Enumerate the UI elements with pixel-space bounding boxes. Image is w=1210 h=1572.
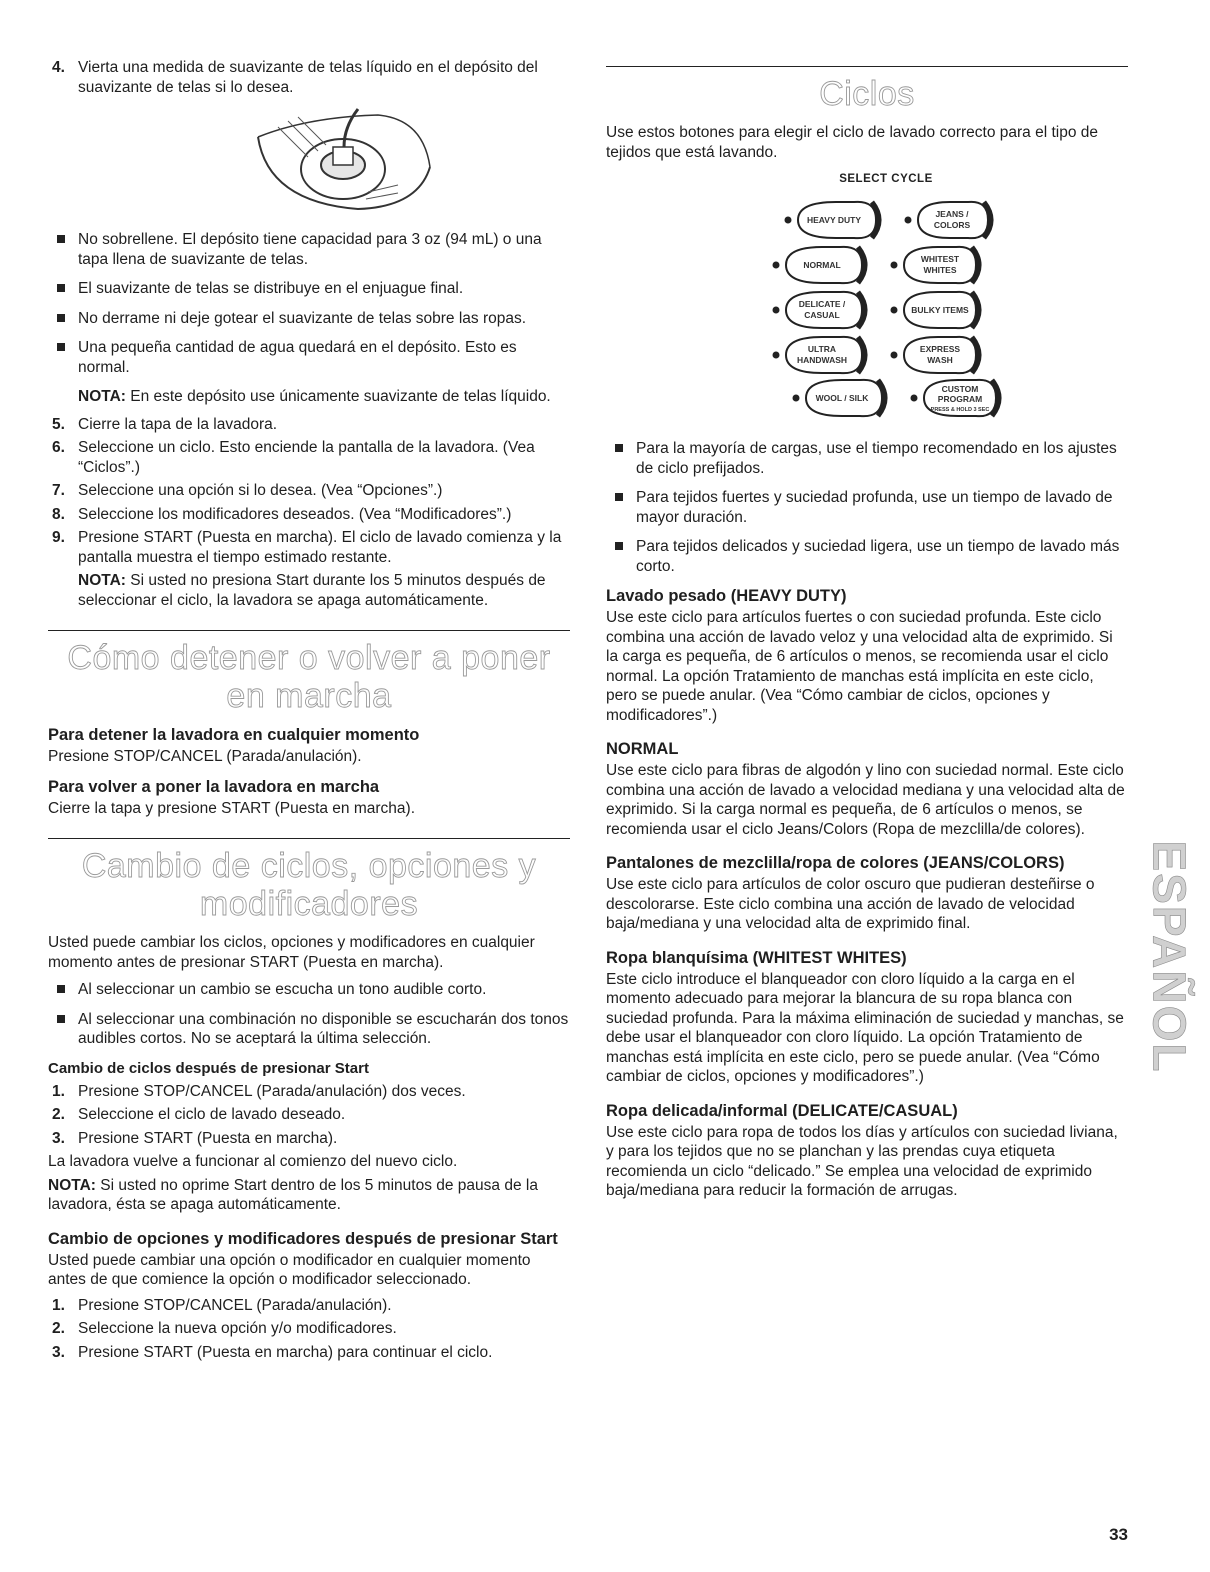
whitest-label-line1: WHITEST xyxy=(920,254,960,264)
ultra-handwash-button[interactable] xyxy=(773,337,866,373)
softener-bullets xyxy=(48,230,570,377)
section-divider xyxy=(48,630,570,631)
step-item: 7. Seleccione una opción si lo desea. (Vea “Opciones”.) xyxy=(52,482,443,499)
custom-label-line1: CUSTOM xyxy=(941,384,979,394)
step-item: 1. Presione STOP/CANCEL (Parada/anulación) dos veces. xyxy=(52,1082,466,1100)
express-label-line2: WASH xyxy=(927,355,953,365)
normal-label: NORMAL xyxy=(803,260,841,270)
select-cycle-panel xyxy=(736,170,1036,420)
heading-delicate-casual: Ropa delicada/informal (DELICATE/CASUAL) xyxy=(606,1101,958,1120)
bullet-item: No derrame ni deje gotear el suavizante de telas sobre las ropas. xyxy=(48,309,570,329)
bullet-item: El suavizante de telas se distribuye en el enjuague final. xyxy=(48,279,570,299)
bulky-label: BULKY ITEMS xyxy=(911,305,969,315)
page-number: 33 xyxy=(1109,1525,1128,1544)
bulky-items-button[interactable] xyxy=(891,292,980,328)
text-normal: Use este ciclo para fibras de algodón y lino con suciedad normal. Este ciclo combina una acción de lavado a velocidad mediana y una velocidad alta de exprimido. Si la carga normal es pequeña, de 6 artículos o menos, se recomienda usar el ciclo Jeans/Colors (Ropa de mezclilla/de colores). xyxy=(606,762,1125,838)
text-after-cycles: La lavadora vuelve a funcionar al comienzo del nuevo ciclo. xyxy=(48,1153,458,1170)
ultra-label-line1: ULTRA xyxy=(807,344,837,354)
heading-change-cycles: Cambio de ciclos después de presionar Start xyxy=(48,1059,369,1077)
express-label-line1: EXPRESS xyxy=(919,344,961,354)
select-cycle-heading: SELECT CYCLE xyxy=(839,173,933,185)
delicate-casual-button[interactable] xyxy=(773,292,866,328)
bullet-item: No sobrellene. El depósito tiene capacidad para 3 oz (94 mL) o una tapa llena de suavizante de telas. xyxy=(48,230,570,269)
bullet-item: Para la mayoría de cargas, use el tiempo recomendado en los ajustes de ciclo prefijados. xyxy=(606,439,1128,478)
cycle-time-bullets xyxy=(606,439,1128,576)
step-item: 5. Cierre la tapa de la lavadora. xyxy=(52,415,278,433)
change-intro: Usted puede cambiar los ciclos, opciones y modificadores en cualquier momento antes de presionar START (Puesta en marcha). xyxy=(48,934,535,971)
delicate-label-line1: DELICATE / xyxy=(798,299,846,309)
text-stop: Presione STOP/CANCEL (Parada/anulación). xyxy=(48,748,362,765)
jeans-label-line1: JEANS / xyxy=(935,209,969,219)
text-whitest-whites: Este ciclo introduce el blanqueador con cloro líquido a la carga en el momento adecuado para mejorar la blancura de su ropa blanca con suciedad profunda. Para la máxima eliminación de suciedad y manchas, se debe usar el blanqueador con cloro líquido. La opción Tratamiento de manchas está implícita en este ciclo, pero se puede anular. (Vea “Cómo cambiar de ciclos, opciones y modificadores”.) xyxy=(606,970,1124,1085)
change-cycle-steps xyxy=(48,1082,570,1149)
text-options-intro: Usted puede cambiar una opción o modificador en cualquier momento antes de que comience la opción o modificador seleccionado. xyxy=(48,1251,531,1288)
text-heavy-duty: Use este ciclo para artículos fuertes o con suciedad profunda. Este ciclo combina una acción de lavado veloz y una velocidad alta de exprimido. Si la carga es pequeña, de 6 artículos o menos, se recomienda usar el ciclo normal. La opción Tratamiento de manchas está implícita en este ciclo, pero se puede anular. (Vea “Cómo cambiar de ciclos, opciones y modificadores”.) xyxy=(606,609,1113,724)
text-delicate-casual: Use este ciclo para ropa de todos los días y artículos con suciedad liviana, y para los tejidos que no se planchan y las prendas cuya etiqueta recomienda un ciclo “delicado.” Se emplea una velocidad de exprimido baja/mediana para reducir la formación de arrugas. xyxy=(606,1123,1118,1199)
bullet-item: Una pequeña cantidad de agua quedará en el depósito. Esto es normal. xyxy=(48,338,570,377)
note-pause: NOTA: Si usted no oprime Start dentro de los 5 minutos de pausa de la lavadora, ésta se apaga automáticamente. xyxy=(48,1176,538,1213)
step-item: 2. Seleccione el ciclo de lavado deseado. xyxy=(52,1106,346,1123)
wool-silk-button[interactable] xyxy=(793,380,886,416)
bullet-item: Para tejidos delicados y suciedad ligera, use un tiempo de lavado más corto. xyxy=(606,537,1128,576)
whitest-label-line2: WHITES xyxy=(923,265,957,275)
custom-label-line3: PRESS & HOLD 3 SEC xyxy=(930,407,990,413)
step-item: 4. Vierta una medida de suavizante de telas líquido en el depósito del suavizante de telas si lo desea. xyxy=(52,59,538,96)
delicate-label-line2: CASUAL xyxy=(804,310,840,320)
language-side-tab: ESPAÑOL xyxy=(1143,840,1196,1074)
jeans-colors-button[interactable] xyxy=(905,202,992,238)
section-divider xyxy=(606,66,1128,67)
custom-program-button[interactable] xyxy=(911,380,1000,416)
section-title-cycles: Ciclos xyxy=(819,75,915,113)
custom-label-line2: PROGRAM xyxy=(937,394,983,404)
normal-button[interactable] xyxy=(773,247,866,283)
step-item: 3. Presione START (Puesta en marcha). xyxy=(52,1129,338,1147)
bullet-item: Al seleccionar un cambio se escucha un tono audible corto. xyxy=(48,980,570,1000)
step-item: 2. Seleccione la nueva opción y/o modificadores. xyxy=(52,1320,397,1337)
step-item: 6. Seleccione un ciclo. Esto enciende la pantalla de la lavadora. (Vea “Ciclos”.) xyxy=(52,439,535,476)
text-restart: Cierre la tapa y presione START (Puesta en marcha). xyxy=(48,799,415,817)
step-item: 1. Presione STOP/CANCEL (Parada/anulación). xyxy=(52,1296,392,1314)
text-jeans-colors: Use este ciclo para artículos de color oscuro que pudieran desteñirse o descolorarse. Este ciclo combina una acción de lavado de velocidad baja/mediana y una velocidad alta de exprimido final. xyxy=(606,876,1095,932)
jeans-label-line2: COLORS xyxy=(933,220,971,230)
right-column xyxy=(606,58,1128,1201)
note-start-timeout: NOTA: Si usted no presiona Start durante los 5 minutos después de seleccionar el ciclo, la lavadora se apaga automáticamente. xyxy=(78,572,546,609)
heading-jeans-colors: Pantalones de mezclilla/ropa de colores (JEANS/COLORS) xyxy=(606,854,1065,872)
step-item: 9. Presione START (Puesta en marcha). El ciclo de lavado comienza y la pantalla muestra el tiempo estimado restante. xyxy=(52,529,562,566)
change-bullets xyxy=(48,980,570,1049)
heading-heavy-duty: Lavado pesado (HEAVY DUTY) xyxy=(606,587,847,605)
heading-restart: Para volver a poner la lavadora en marcha xyxy=(48,777,380,796)
section-divider xyxy=(48,838,570,839)
step-list-continue xyxy=(48,415,570,568)
change-option-steps xyxy=(48,1296,570,1363)
heading-stop: Para detener la lavadora en cualquier momento xyxy=(48,726,420,744)
section-title-stop-restart: Cómo detener o volver a poner en marcha xyxy=(67,639,551,715)
note-softener: NOTA: En este depósito use únicamente suavizante de telas líquido. xyxy=(78,388,551,405)
step-item: 8. Seleccione los modificadores deseados. (Vea “Modificadores”.) xyxy=(52,505,512,523)
wool-label: WOOL / SILK xyxy=(815,393,869,403)
cycles-intro: Use estos botones para elegir el ciclo de lavado correcto para el tipo de tejidos que está lavando. xyxy=(606,124,1098,161)
heading-whitest-whites: Ropa blanquísima (WHITEST WHITES) xyxy=(606,948,907,967)
step-item: 3. Presione START (Puesta en marcha) para continuar el ciclo. xyxy=(52,1343,493,1361)
express-wash-button[interactable] xyxy=(891,337,980,373)
step-list-start xyxy=(48,58,570,97)
heavy-duty-button[interactable] xyxy=(785,202,880,238)
softener-dispenser-illustration xyxy=(248,107,438,217)
bullet-item: Al seleccionar una combinación no disponible se escucharán dos tonos audibles cortos. No se aceptará la última selección. xyxy=(48,1010,570,1049)
heading-normal: NORMAL xyxy=(606,740,679,758)
bullet-item: Para tejidos fuertes y suciedad profunda, use un tiempo de lavado de mayor duración. xyxy=(606,488,1128,527)
heading-change-options: Cambio de opciones y modificadores después de presionar Start xyxy=(48,1229,558,1248)
section-title-change: Cambio de ciclos, opciones y modificadores xyxy=(81,847,537,923)
ultra-label-line2: HANDWASH xyxy=(796,355,848,365)
heavy-duty-label: HEAVY DUTY xyxy=(806,215,862,225)
whitest-whites-button[interactable] xyxy=(891,247,980,283)
left-column xyxy=(48,58,570,1366)
